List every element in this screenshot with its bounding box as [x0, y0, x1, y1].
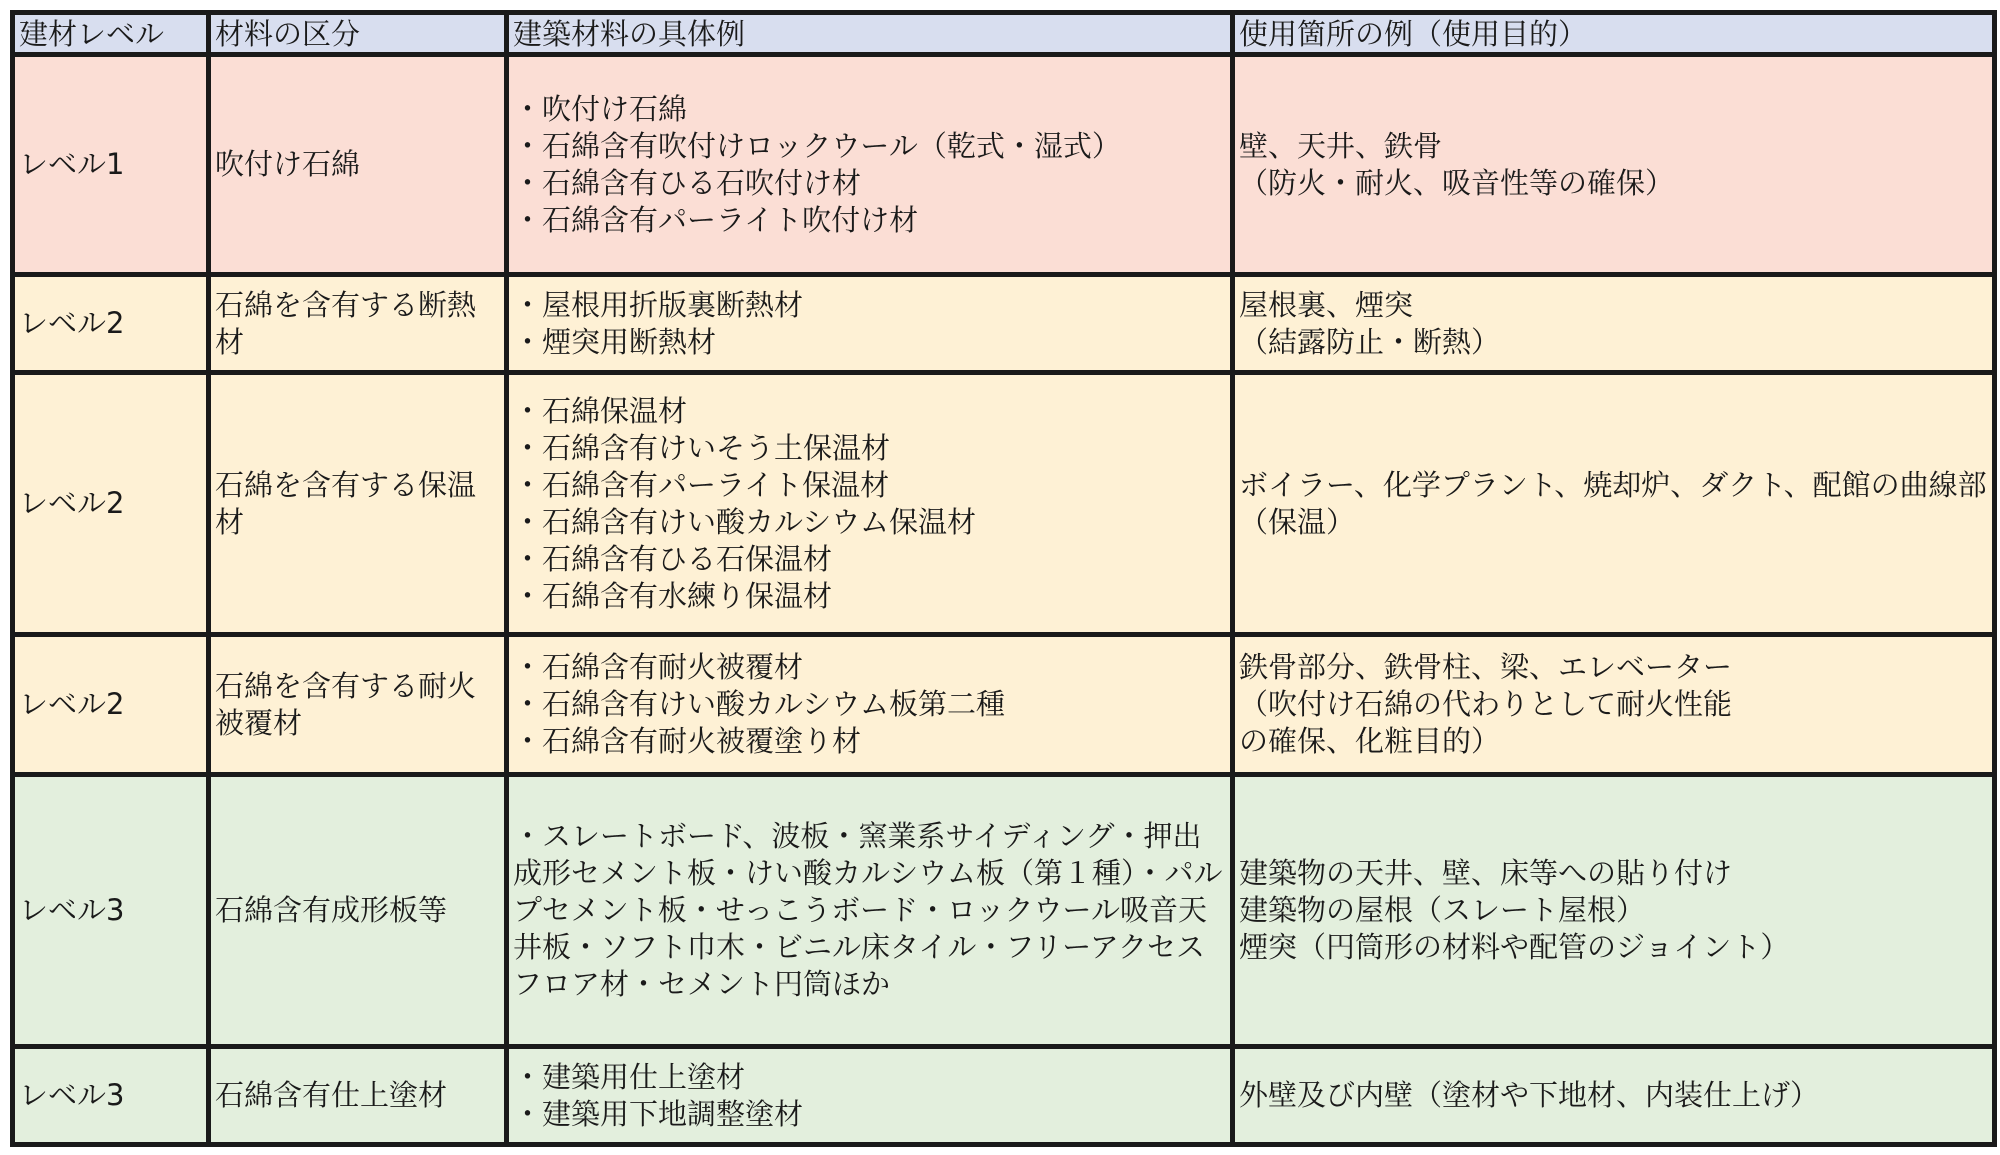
usage-line: （防火・耐火、吸音性等の確保）: [1239, 165, 1675, 200]
table-row: [13, 635, 1995, 775]
category-cell: 石綿を含有する耐火被覆材: [209, 635, 507, 775]
table-row: [13, 775, 1995, 1047]
table-row: [13, 275, 1995, 373]
usage-line: （結露防止・断熱）: [1239, 324, 1501, 359]
table-row: [13, 373, 1995, 635]
category-cell: 石綿を含有する保温材: [209, 373, 507, 635]
level-cell: レベル2: [13, 373, 209, 635]
usage-cell: [1233, 275, 1995, 373]
header-level: 建材レベル: [13, 13, 209, 55]
usage-cell: [1233, 775, 1995, 1047]
usage-cell: [1233, 635, 1995, 775]
example-item: ・石綿含有耐火被覆塗り材: [513, 724, 862, 758]
asbestos-material-table: [10, 10, 1997, 1147]
usage-line: 煙突（円筒形の材料や配管のジョイント）: [1239, 930, 1790, 964]
usage-line: 屋根裏、煙突: [1239, 287, 1414, 322]
category-cell: 石綿含有成形板等: [209, 775, 507, 1047]
example-item: ・石綿含有けいそう土保温材: [513, 430, 891, 465]
usage-line: （吹付け石綿の代わりとして耐火性能: [1239, 687, 1733, 721]
usage-line: 鉄骨部分、鉄骨柱、梁、エレベーター: [1239, 650, 1733, 684]
asbestos-material-table-container: [10, 10, 1992, 1145]
usage-cell: ボイラー、化学プラント、焼却炉、ダクト、配館の曲線部（保温）: [1233, 373, 1995, 635]
table-row: [13, 55, 1995, 275]
level-cell: レベル3: [13, 1047, 209, 1145]
examples-cell: [507, 635, 1233, 775]
example-item: ・石綿含有パーライト保温材: [513, 467, 890, 502]
level-cell: レベル2: [13, 635, 209, 775]
example-item: ・石綿含有パーライト吹付け材: [513, 202, 919, 237]
example-item: ・煙突用断熱材: [513, 324, 717, 359]
example-item: ・石綿含有けい酸カルシウム板第二種: [513, 687, 1005, 721]
category-cell: 石綿を含有する断熱材: [209, 275, 507, 373]
level-cell: レベル2: [13, 275, 209, 373]
usage-cell: [1233, 55, 1995, 275]
header-category: 材料の区分: [209, 13, 507, 55]
example-item: ・石綿含有水練り保温材: [513, 578, 833, 613]
header-examples: 建築材料の具体例: [507, 13, 1233, 55]
example-item: ・建築用仕上塗材: [513, 1059, 746, 1094]
category-cell: 吹付け石綿: [209, 55, 507, 275]
examples-cell: [507, 55, 1233, 275]
table-row: [13, 1047, 1995, 1145]
example-item: ・屋根用折版裏断熱材: [513, 287, 804, 322]
example-item: ・石綿含有吹付けロックウール（乾式・湿式）: [513, 128, 1121, 163]
example-item: ・石綿含有ひる石吹付け材: [513, 165, 862, 200]
examples-cell: ・スレートボード、波板・窯業系サイディング・押出成形セメント板・けい酸カルシウム板（第１種）・パルプセメント板・せっこうボード・ロックウール吸音天井板・ソフト巾木・ビニル床タイル・フリーアクセスフロア材・セメント円筒ほか: [507, 775, 1233, 1047]
usage-line: 建築物の天井、壁、床等への貼り付け: [1239, 856, 1733, 890]
example-item: ・建築用下地調整塗材: [513, 1096, 804, 1131]
example-item: ・石綿含有耐火被覆材: [513, 650, 804, 684]
example-item: ・石綿保温材: [513, 393, 688, 428]
usage-line: 建築物の屋根（スレート屋根）: [1239, 893, 1646, 927]
example-item: ・石綿含有けい酸カルシウム保温材: [513, 504, 976, 539]
usage-line: 壁、天井、鉄骨: [1239, 128, 1443, 163]
usage-line: の確保、化粧目的）: [1239, 724, 1501, 758]
header-row: [13, 13, 1995, 55]
category-cell: 石綿含有仕上塗材: [209, 1047, 507, 1145]
example-item: ・石綿含有ひる石保温材: [513, 541, 833, 576]
examples-cell: [507, 275, 1233, 373]
header-usage: 使用箇所の例（使用目的）: [1233, 13, 1995, 55]
example-item: ・吹付け石綿: [513, 91, 688, 126]
examples-cell: [507, 373, 1233, 635]
level-cell: レベル3: [13, 775, 209, 1047]
examples-cell: [507, 1047, 1233, 1145]
usage-cell: 外壁及び内壁（塗材や下地材、内装仕上げ）: [1233, 1047, 1995, 1145]
level-cell: レベル1: [13, 55, 209, 275]
